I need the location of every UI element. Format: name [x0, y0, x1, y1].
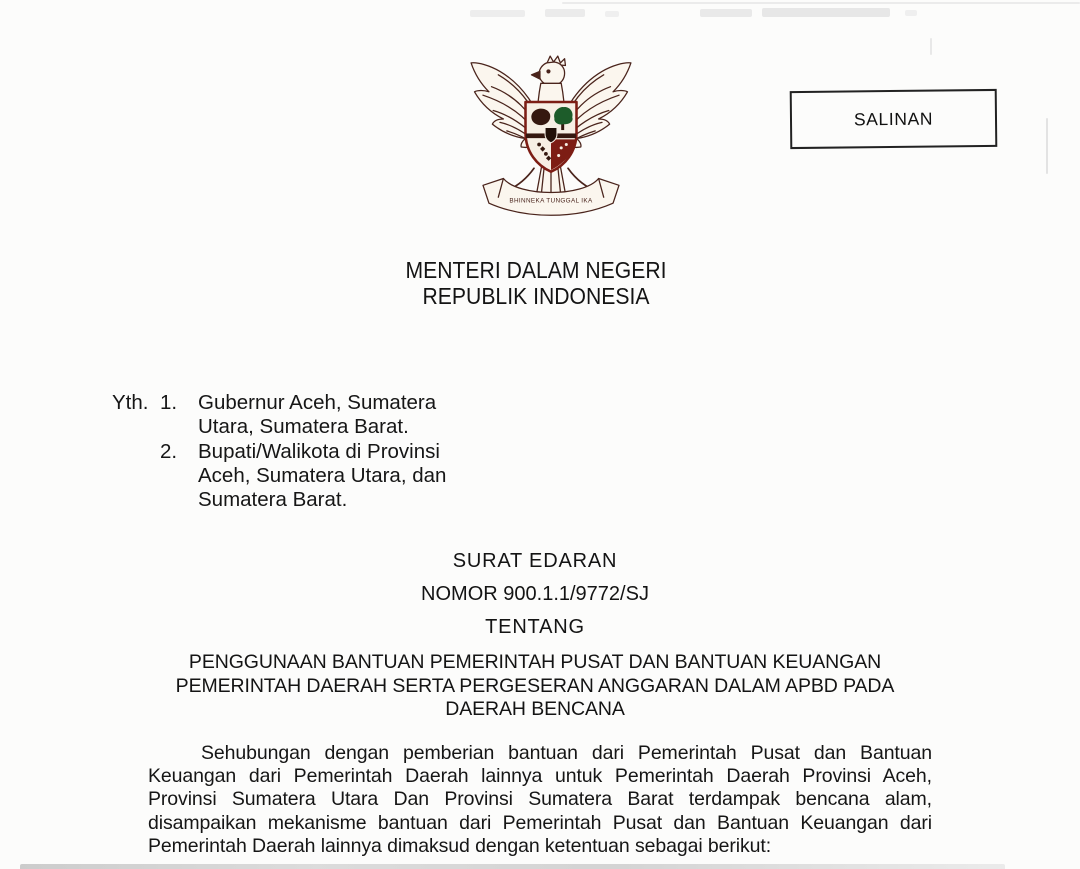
body-line: Sehubungan dengan pemberian bantuan dari Pemerintah Pusat dan Bantuan [201, 742, 932, 764]
addressee-1-number: 1. [160, 391, 178, 414]
scan-artifact [605, 11, 619, 17]
doc-title-line: PENGGUNAAN BANTUAN PEMERINTAH PUSAT DAN BANTUAN KEUANGAN [188, 651, 882, 673]
salinan-stamp [790, 89, 998, 149]
doc-title-line: PEMERINTAH DAERAH SERTA PERGESERAN ANGGARAN DALAM APBD PADA [175, 674, 895, 697]
addressee-2-line: Sumatera Barat. [198, 488, 348, 512]
scan-artifact [700, 9, 752, 17]
addressee-2-line: Aceh, Sumatera Utara, dan [198, 463, 447, 487]
body-line: Pemerintah Daerah lainnya dimaksud dengan ketentuan sebagai berikut: [148, 834, 772, 857]
emblem-motto-text: BHINNEKA TUNGGAL IKA [509, 197, 593, 205]
garuda-pancasila-emblem [466, 52, 636, 220]
body-line: disampaikan mekanisme bantuan dari Pemerintah Pusat dan Bantuan Keuangan dari [148, 811, 932, 834]
addressee-1-line: Gubernur Aceh, Sumatera [198, 391, 437, 414]
addressee-2-number: 2. [160, 439, 178, 463]
document-heading [0, 551, 1075, 722]
body-paragraph [148, 742, 932, 858]
addressee-1-line: Utara, Sumatera Barat. [198, 415, 409, 439]
republic-name: REPUBLIK INDONESIA [422, 282, 650, 309]
scan-artifact [20, 864, 1005, 869]
body-line: Keuangan dari Pemerintah Daerah lainnya untuk Pemerintah Daerah Provinsi Aceh, [148, 765, 932, 788]
scan-artifact [930, 38, 932, 55]
doc-number: NOMOR 900.1.1/9772/SJ [421, 583, 649, 605]
salinan-stamp-label: SALINAN [853, 108, 934, 129]
addressee-salutation: Yth. [112, 391, 149, 414]
addressee-block [112, 391, 446, 512]
scan-artifact [470, 10, 525, 17]
emblem-shield-icon [526, 102, 577, 172]
scan-artifact [545, 9, 585, 17]
letterhead [39, 258, 1033, 309]
scan-artifact [1046, 118, 1048, 174]
doc-type-label: SURAT EDARAN [452, 550, 618, 572]
scan-artifact [905, 10, 917, 16]
addressee-2-line: Bupati/Walikota di Provinsi [198, 439, 440, 463]
ministry-name: MENTERI DALAM NEGERI [405, 257, 667, 283]
about-label: TENTANG [485, 616, 585, 638]
body-line: Provinsi Sumatera Utara Dan Provinsi Sumatera Barat terdampak bencana alam, [148, 788, 932, 811]
scan-artifact [762, 8, 890, 17]
doc-title [0, 651, 1075, 722]
doc-title-line: DAERAH BENCANA [445, 698, 625, 720]
scan-artifact [562, 2, 1080, 4]
